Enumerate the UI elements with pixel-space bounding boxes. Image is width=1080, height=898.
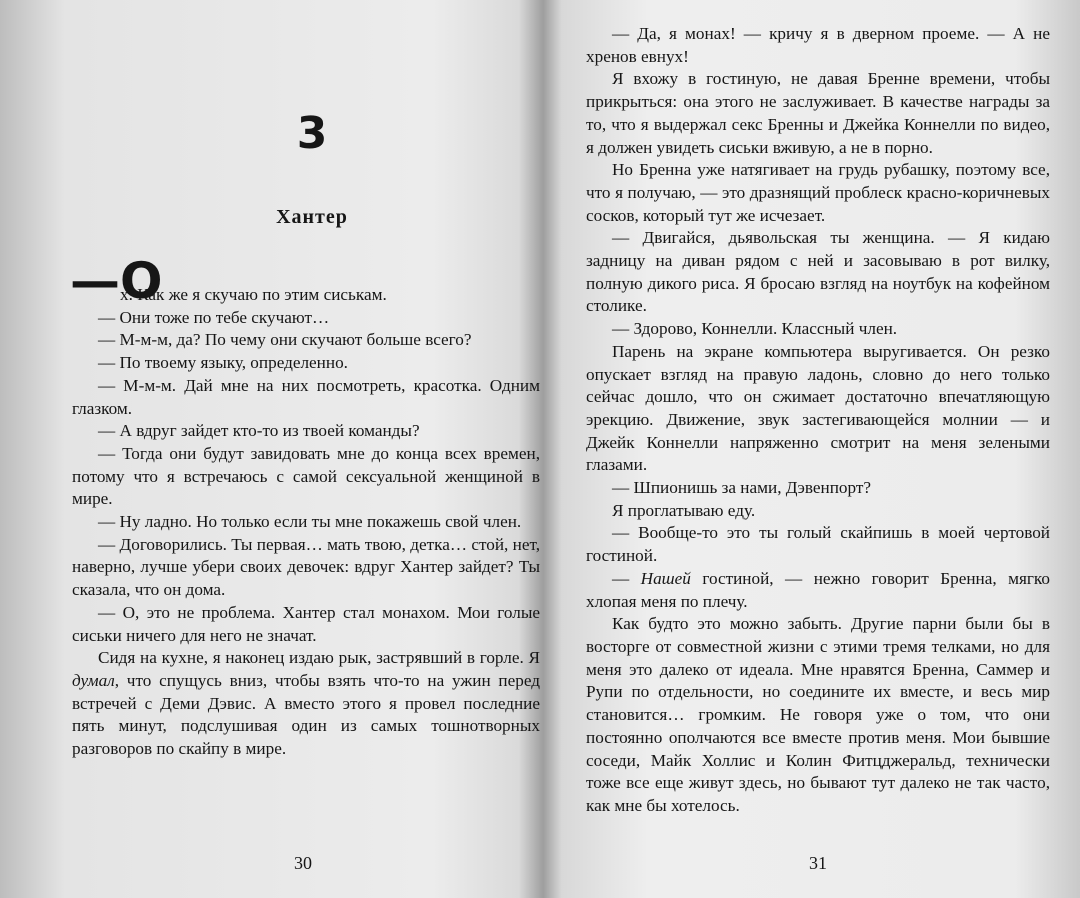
text-run: — <box>612 568 641 588</box>
paragraph: Я проглатываю еду. <box>612 500 756 520</box>
text-run: гостиной, — нежно говорит Бренна, мягко хлопая меня по плечу. <box>586 568 1051 611</box>
paragraph: Как будто это можно забыть. Другие парни были бы в восторге от совместной жизни с этими тремя телками, но для меня это далеко от идеала. Мне нравятся Бренна, Саммер и Рупи по отдельности, но соедините их вместе, и весь мир становится… громким. Не говоря уже о том, что они постоянно ополчаются все вместе против меня. Мои бывшие соседи, Майк Холлис и Колин Фитцджеральд, технически тоже все еще живут здесь, но бывают тут далеко не так часто, как мне бы хотелось. <box>586 614 1050 815</box>
paragraph: — А вдруг зайдет кто-то из твоей команды? <box>98 421 420 441</box>
paragraph: — Они тоже по тебе скучают… <box>98 307 330 327</box>
paragraph: Я вхожу в гостиную, не давая Бренне времени, чтобы прикрыться: она этого не заслуживает. В качестве награды за то, что я выдержал секс Бренны и Джейка Коннелли по видео, я должен увидеть сиськи вживую, а не в порно. <box>586 69 1050 157</box>
chapter-number: 3 <box>296 108 328 159</box>
paragraph <box>586 568 1050 613</box>
paragraph: — Шпионишь за нами, Дэвенпорт? <box>612 478 872 498</box>
right-page <box>548 0 1080 898</box>
paragraph <box>72 647 540 761</box>
left-page-text <box>72 284 540 761</box>
paragraph: — Договорились. Ты первая… мать твою, детка… стой, нет, наверно, лучше убери своих девочек: вдруг Хантер зайдет? Ты сказала, что он дома. <box>72 534 540 600</box>
paragraph: — М-м-м. Дай мне на них посмотреть, красотка. Одним глазком. <box>72 375 540 418</box>
page-number: 31 <box>809 853 827 873</box>
paragraph: — М-м-м, да? По чему они скучают больше всего? <box>98 330 472 350</box>
paragraph: — Вообще-то это ты голый скайпишь в моей чертовой гостиной. <box>586 523 1050 566</box>
paragraph: Парень на экране компьютера выругивается. Он резко опускает взгляд на правую ладонь, словно до него только сейчас дошло, что он сжимает достаточно впечатляющую эрекцию. Движение, звук застегивающейся молнии — и Джейк Коннелли напряженно смотрит на меня зелеными глазами. <box>586 341 1050 475</box>
chapter-title: Хантер <box>276 206 348 228</box>
paragraph: — Здорово, Коннелли. Классный член. <box>612 319 898 339</box>
text-run: , что спущусь вниз, чтобы взять что-то на ужин перед встречей с Деми Дэвис. А вместо этого я провел последние пять минут, подслушивая один из самых тошнотворных разговоров по скайпу в мире. <box>72 670 540 759</box>
paragraph: — Да, я монах! — кричу я в дверном проеме. — А не хренов евнух! <box>586 24 1050 66</box>
paragraph: Но Бренна уже натягивает на грудь рубашку, поэтому все, что я получаю, — это дразнящий проблеск красно-коричневых сосков, который тут же исчезает. <box>586 160 1050 225</box>
paragraph: — По твоему языку, определенно. <box>98 353 348 373</box>
text-run: Сидя на кухне, я наконец издаю рык, застрявший в горле. Я <box>98 648 540 668</box>
italic-word: Нашей <box>640 568 691 588</box>
page-number: 30 <box>294 853 312 873</box>
paragraph: — Ну ладно. Но только если ты мне покажешь свой член. <box>98 512 522 532</box>
paragraph: — Двигайся, дьявольская ты женщина. — Я кидаю задницу на диван рядом с ней и засовываю в рот вилку, полную дикого риса. Я бросаю взгляд на ноутбук на кофейном столике. <box>586 228 1050 316</box>
drop-cap: —О <box>70 252 163 310</box>
paragraph: — О, это не проблема. Хантер стал монахом. Мои голые сиськи ничего для него не значат. <box>72 602 540 645</box>
paragraph: х. Как же я скучаю по этим сиськам. <box>120 285 387 304</box>
italic-word: думал <box>72 670 115 690</box>
paragraph: — Тогда они будут завидовать мне до конца всех времен, потому что я встречаюсь с самой сексуальной женщиной в мире. <box>72 443 540 509</box>
right-page-text <box>586 23 1050 818</box>
